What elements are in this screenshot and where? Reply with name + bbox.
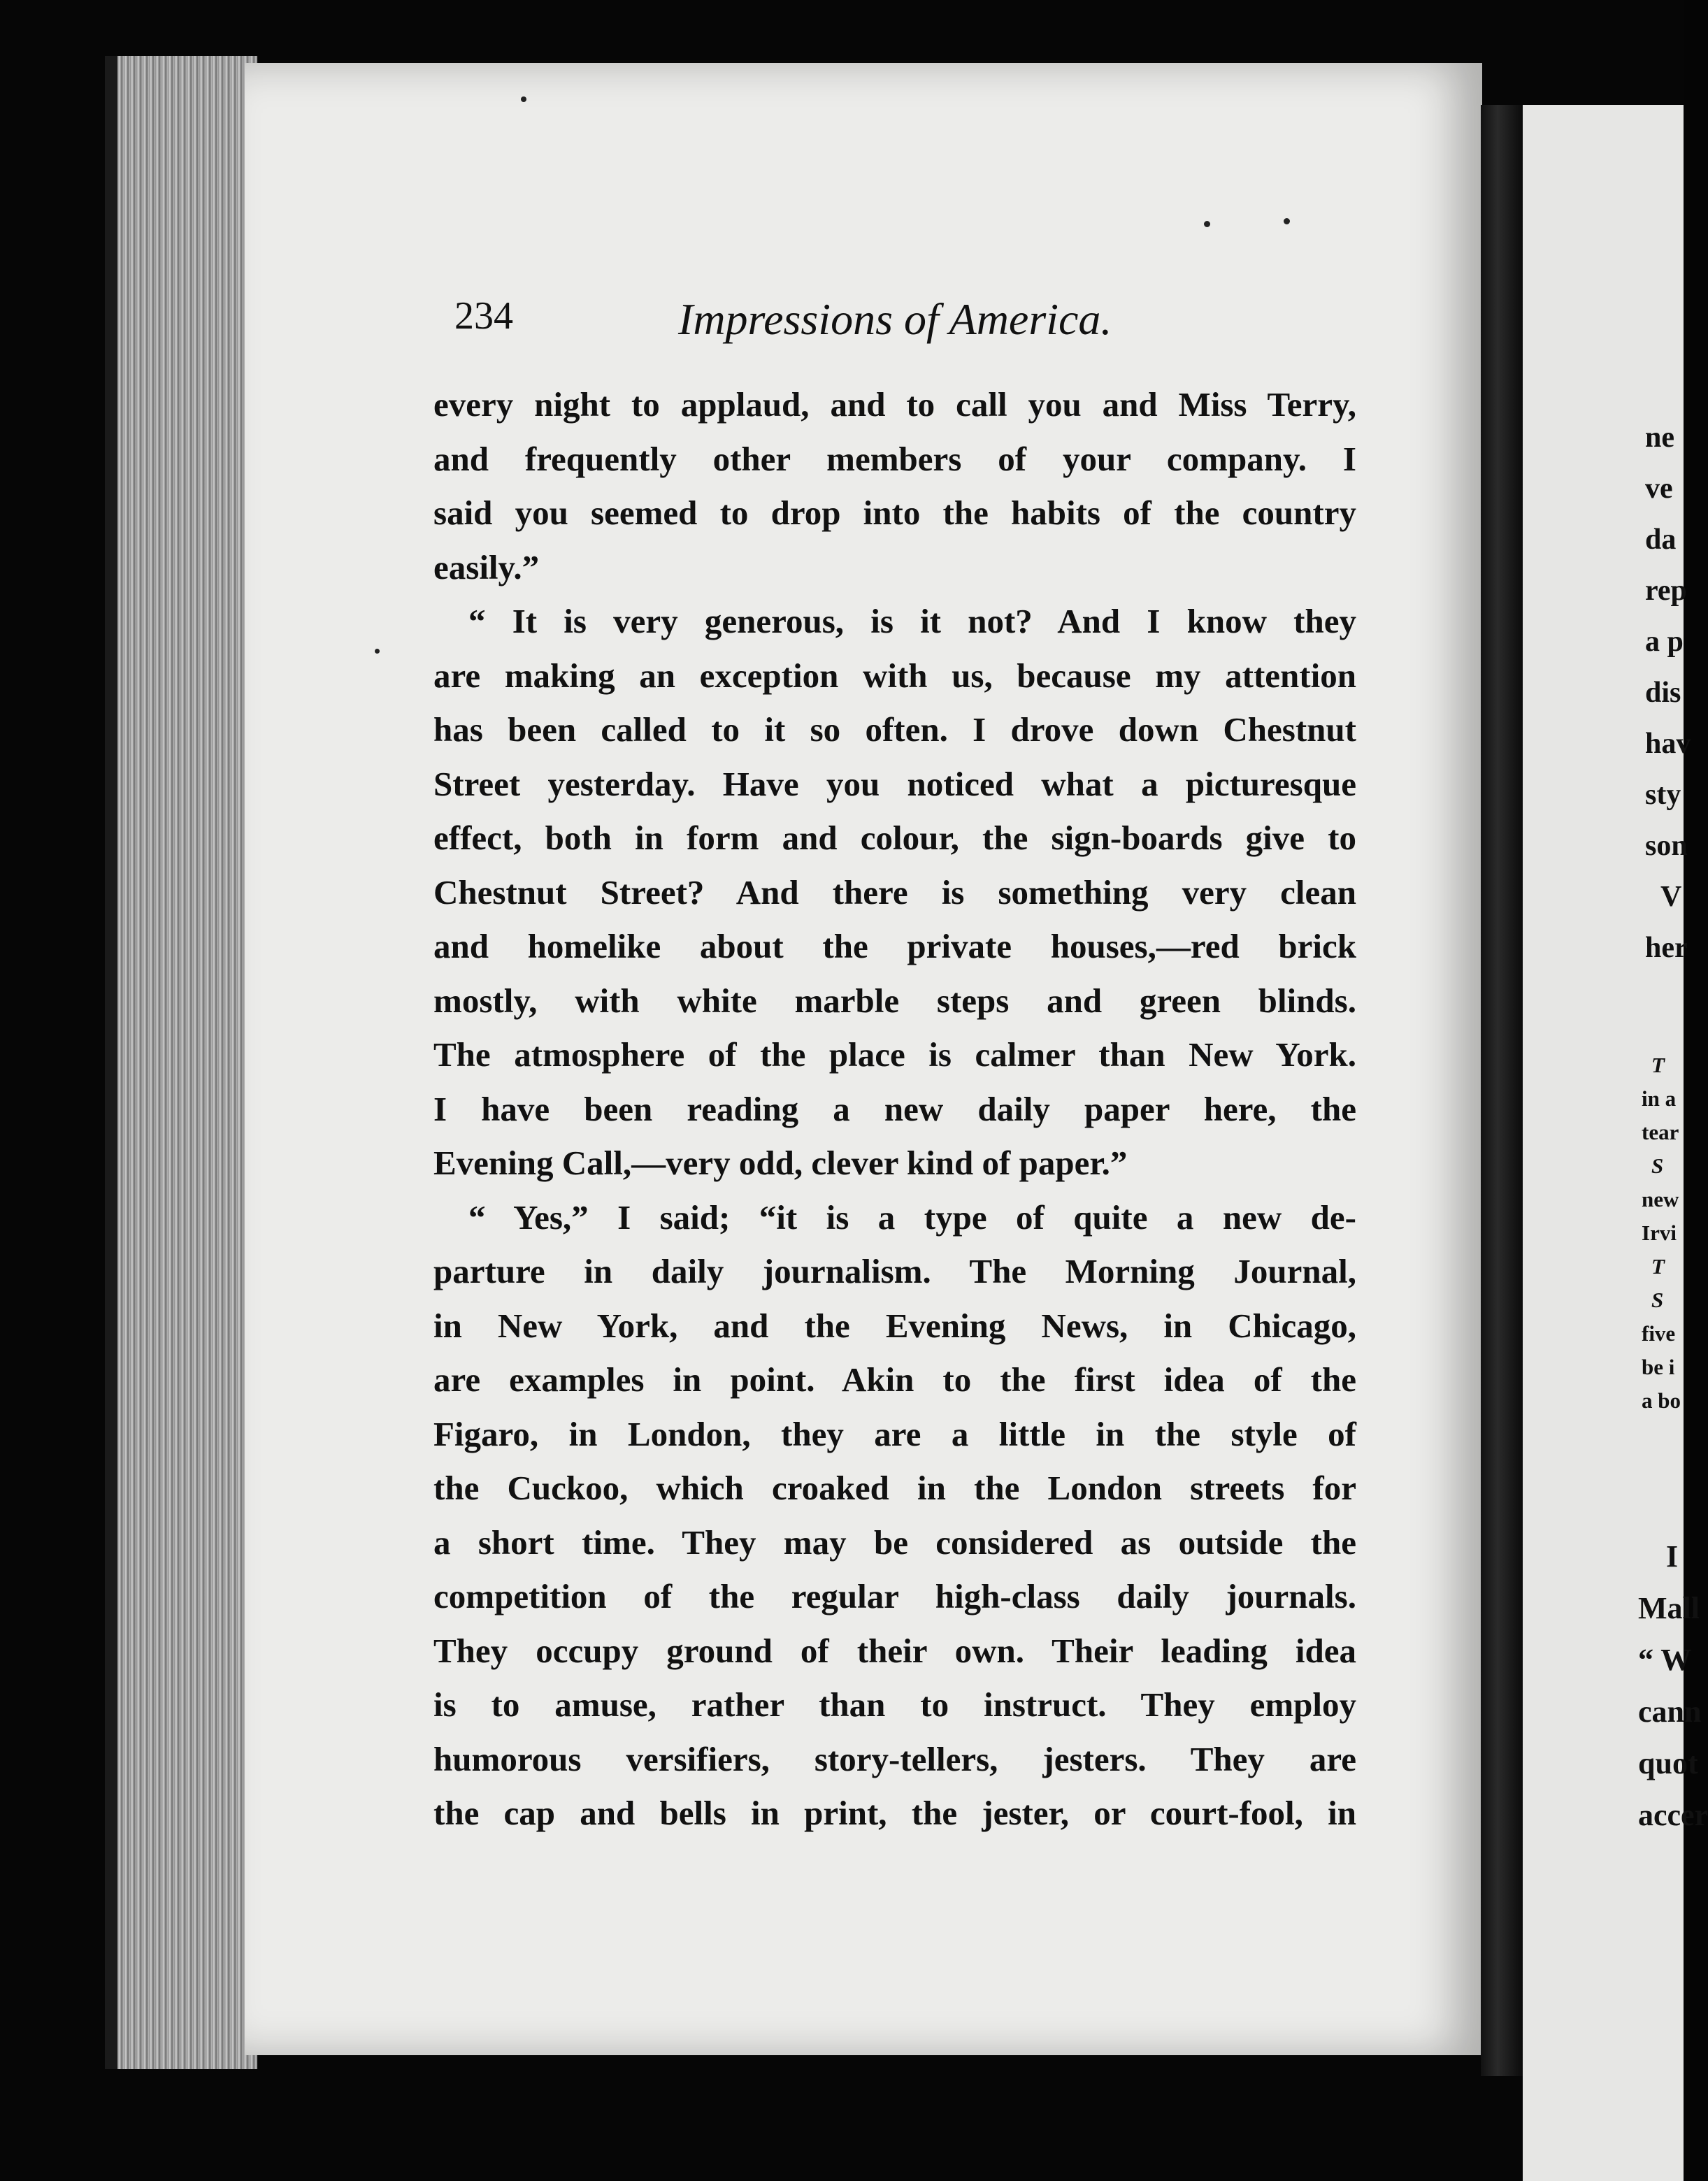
facing-fragment: a bo bbox=[1642, 1388, 1681, 1413]
text-line: They occupy ground of their own. Their leading idea bbox=[433, 1631, 1356, 1670]
facing-fragment: accer bbox=[1638, 1798, 1708, 1832]
text-line: “ It is very generous, is it not? And I know they bbox=[468, 602, 1356, 640]
facing-fragment: in a bbox=[1642, 1086, 1677, 1111]
facing-fragment: son bbox=[1645, 830, 1688, 862]
text-line: is to amuse, rather than to instruct. They employ bbox=[433, 1685, 1356, 1724]
facing-fragment: I bbox=[1666, 1539, 1679, 1574]
text-line: The atmosphere of the place is calmer than New York. bbox=[433, 1035, 1356, 1074]
facing-fragment: ne bbox=[1645, 422, 1674, 454]
text-line: Street yesterday. Have you noticed what a picturesque bbox=[433, 764, 1356, 803]
facing-fragment: dis bbox=[1645, 677, 1681, 709]
facing-fragment: T bbox=[1651, 1254, 1665, 1279]
speck bbox=[1204, 221, 1210, 227]
text-line: I have been reading a new daily paper here, the bbox=[433, 1089, 1356, 1128]
facing-fragment: hav bbox=[1645, 728, 1691, 760]
facing-fragment: a p bbox=[1645, 626, 1684, 658]
facing-fragment: Irvi bbox=[1642, 1221, 1677, 1245]
text-line: competition of the regular high-class daily journals. bbox=[433, 1577, 1356, 1615]
facing-fragment: V bbox=[1660, 881, 1682, 913]
text-line: parture in daily journalism. The Morning Journal, bbox=[433, 1252, 1356, 1290]
facing-fragment: T bbox=[1651, 1053, 1665, 1077]
facing-upper-fragments bbox=[1645, 412, 1691, 974]
facing-fragment: S bbox=[1651, 1288, 1664, 1312]
facing-fragment: be i bbox=[1642, 1355, 1675, 1379]
speck bbox=[1284, 218, 1290, 224]
text-line: the Cuckoo, which croaked in the London streets for bbox=[433, 1469, 1356, 1507]
speck bbox=[375, 649, 380, 654]
facing-fragment: new bbox=[1642, 1187, 1679, 1211]
facing-fragment: S bbox=[1651, 1153, 1664, 1178]
text-line: are examples in point. Akin to the first idea of the bbox=[433, 1360, 1356, 1399]
text-line: humorous versifiers, story-tellers, jesters. They are bbox=[433, 1739, 1356, 1778]
text-line: mostly, with white marble steps and green blinds. bbox=[433, 981, 1356, 1020]
body-text bbox=[433, 377, 1356, 1841]
facing-page bbox=[1523, 105, 1708, 2181]
text-line: easily.” bbox=[433, 547, 540, 586]
text-line: the cap and bells in print, the jester, or court-fool, in bbox=[433, 1794, 1356, 1832]
facing-fragment: “ W bbox=[1638, 1643, 1692, 1677]
facing-fragment: sty bbox=[1645, 779, 1681, 811]
book-page-edges bbox=[105, 56, 257, 2069]
text-line: in New York, and the Evening News, in Chicago, bbox=[433, 1306, 1356, 1345]
facing-fragment: her bbox=[1645, 932, 1688, 964]
text-line: and frequently other members of your company. I bbox=[433, 439, 1356, 478]
facing-notes bbox=[1642, 1049, 1681, 1418]
speck bbox=[521, 96, 526, 102]
running-head bbox=[454, 294, 1503, 350]
facing-fragment: cann bbox=[1638, 1694, 1702, 1729]
facing-fragment: Mall bbox=[1638, 1591, 1700, 1625]
text-line: every night to applaud, and to call you and Miss Terry, bbox=[433, 385, 1356, 424]
book-gutter bbox=[1481, 105, 1523, 2076]
text-line: and homelike about the private houses,—red brick bbox=[433, 927, 1356, 965]
facing-fragment: rep bbox=[1645, 575, 1687, 607]
text-line: Chestnut Street? And there is something very clean bbox=[433, 872, 1356, 912]
facing-fragment: da bbox=[1645, 524, 1677, 556]
text-line: said you seemed to drop into the habits of the country bbox=[433, 494, 1356, 532]
text-line: “ Yes,” I said; “it is a type of quite a new de- bbox=[468, 1197, 1356, 1237]
text-line: has been called to it so often. I drove down Chestnut bbox=[433, 710, 1356, 749]
facing-fragment: quot bbox=[1638, 1746, 1698, 1780]
running-title: Impressions of America. bbox=[678, 294, 1112, 344]
text-line: effect, both in form and colour, the sign-boards give to bbox=[433, 819, 1356, 857]
page-number: 234 bbox=[454, 294, 513, 338]
facing-fragment: tear bbox=[1642, 1120, 1679, 1144]
text-line: Figaro, in London, they are a little in the style of bbox=[433, 1414, 1356, 1453]
text-line: a short time. They may be considered as outside the bbox=[433, 1523, 1356, 1562]
facing-fragment: ve bbox=[1645, 473, 1673, 505]
text-line: are making an exception with us, because my attention bbox=[433, 656, 1356, 695]
facing-fragment: five bbox=[1642, 1321, 1676, 1346]
text-line: Evening Call,—very odd, clever kind of paper.” bbox=[433, 1144, 1128, 1182]
facing-lower-fragments bbox=[1638, 1531, 1708, 1841]
